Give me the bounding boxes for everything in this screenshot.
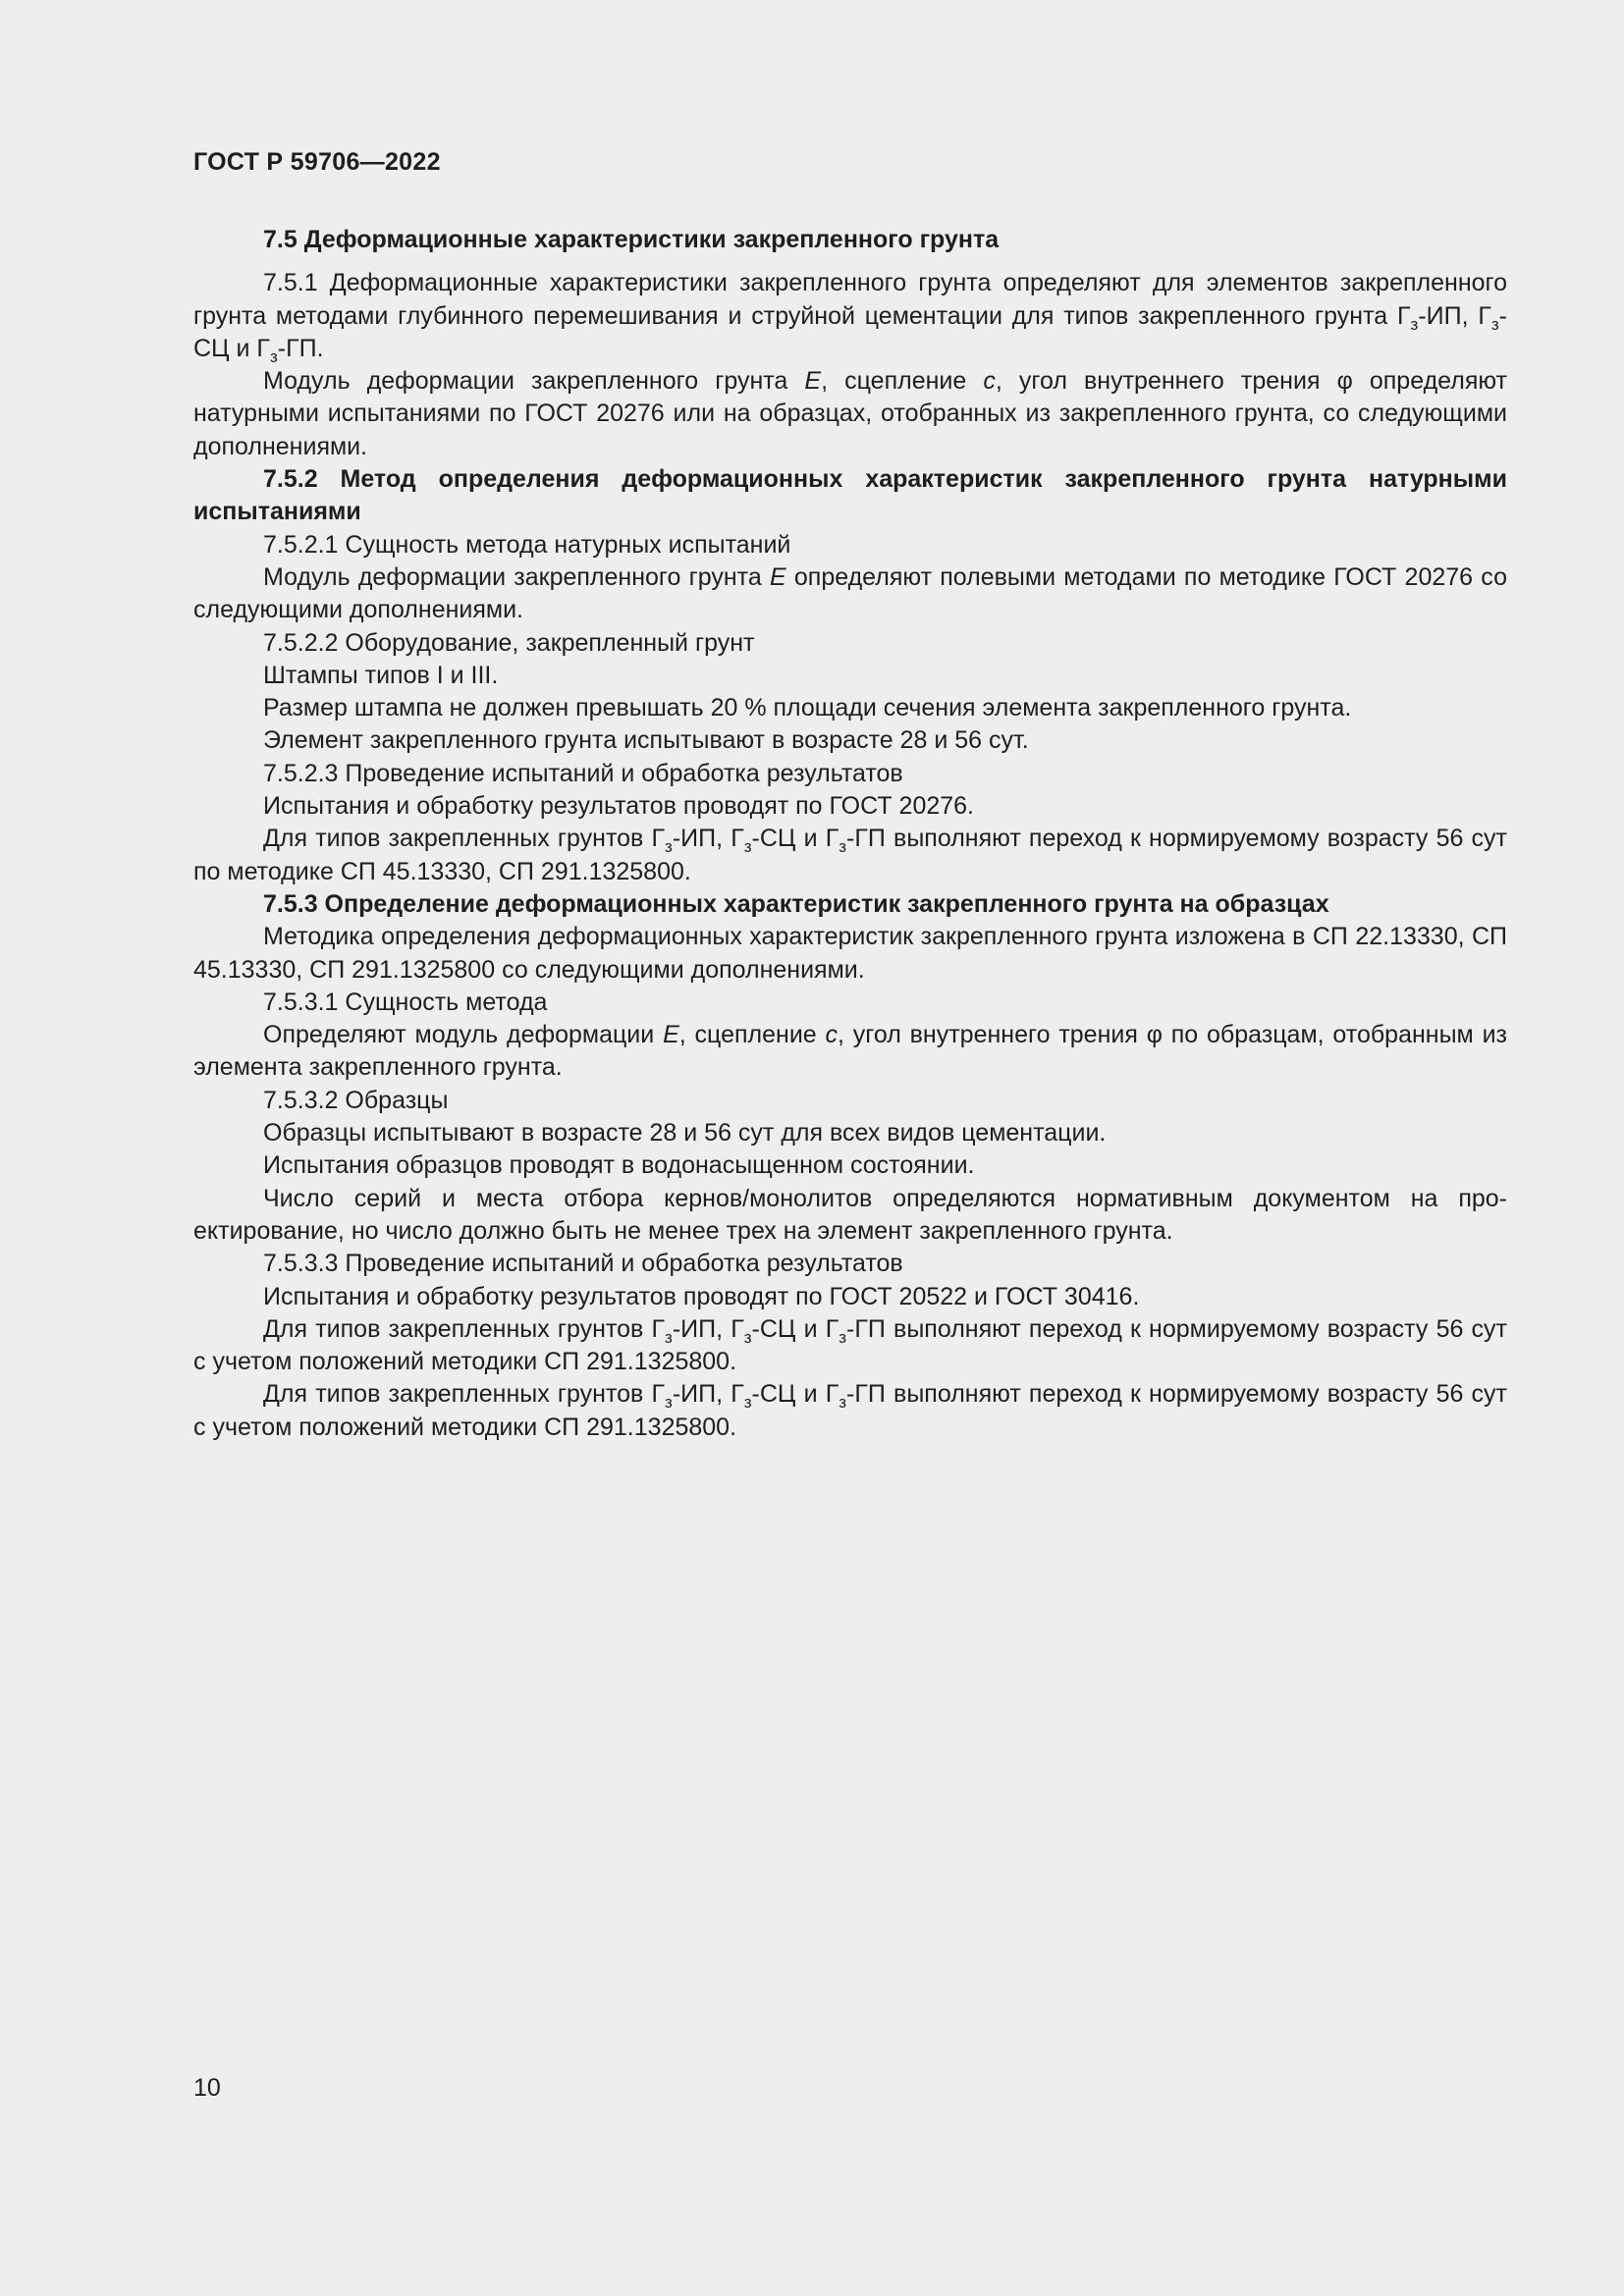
paragraph-test-age: Элемент закрепленного грунта испытывают в возрасте 28 и 56 сут. xyxy=(263,726,1029,755)
paragraph-core-sampling: Число серий и места отбора кернов/монолитов определяются нормативным документом на проектирование, но число должно быть не менее трех на элемент закрепленного грунта. xyxy=(193,1184,1507,1245)
paragraph-sample-age: Образцы испытывают в возрасте 28 и 56 сут для всех видов цементации. xyxy=(263,1119,1107,1148)
paragraph-7-5-3-intro: Методика определения деформационных характеристик закрепленного грунта изложена в СП 22.13330, СП 45.13330, СП 291.1325800 со следующими дополнениями. xyxy=(193,923,1507,984)
subsection-title-7-5-2-2: 7.5.2.2 Оборудование, закрепленный грунт xyxy=(263,628,755,657)
subsection-title-7-5-2-3: 7.5.2.3 Проведение испытаний и обработка результатов xyxy=(263,759,903,787)
paragraph-transition-56-days: Для типов закрепленных грунтов $Г_з-ИП$, $Г_з-СЦ$ и $Г_з-ГП$ выполняют переход к нормируемому возрасту 56 сут по методике СП 45.13330, СП 291.1325800. xyxy=(193,825,1507,885)
subsection-title-7-5-3-1: 7.5.3.1 Сущность метода xyxy=(263,988,548,1016)
section-heading-7-5-2: 7.5.2 Метод определения деформационных характеристик закрепленного грунта натурными испытаниями xyxy=(193,465,1507,526)
soil-type-g3-sc: $Г_з-СЦ$ xyxy=(731,1314,796,1347)
paragraph-transition-56-days: Для типов закрепленных грунтов $Г_з-ИП$, $Г_з-СЦ$ и $Г_з-ГП$ выполняют переход к нормируемому возрасту 56 сут с учетом положений методики СП 291.1325800. xyxy=(193,1314,1507,1376)
page-number: 10 xyxy=(193,2074,221,2102)
soil-type-g3-ip: $Г_з-ИП$ xyxy=(651,825,717,857)
paragraph-processing-standards: Испытания и обработку результатов проводят по ГОСТ 20522 и ГОСТ 30416. xyxy=(263,1282,1140,1310)
paragraph-processing-standard: Испытания и обработку результатов проводят по ГОСТ 20276. xyxy=(263,792,974,821)
paragraph-saturated-state: Испытания образцов проводят в водонасыщенном состоянии. xyxy=(263,1151,975,1180)
symbol-E: E xyxy=(663,1021,679,1049)
soil-type-g3-gp: $Г_з-ГП$ xyxy=(825,1380,886,1413)
soil-type-g3-gp: $Г_з-ГП$ xyxy=(825,1314,886,1347)
soil-type-g3-gp: $Г_з-ГП$ xyxy=(825,825,886,857)
symbol-E: E xyxy=(769,562,786,591)
soil-type-g3-sc: $Г_з-СЦ$ xyxy=(731,1380,796,1413)
symbol-c: c xyxy=(825,1021,839,1049)
soil-type-g3-ip: $Г_з-ИП$ xyxy=(651,1314,717,1347)
paragraph-modulus-definition: Модуль деформации закрепленного грунта E, сцепление c, угол внутреннего трения φ определяют натурными испытаниями по ГОСТ 20276 или на образцах, отобранных из закрепленного грунта, со следующими дополнениями. xyxy=(193,367,1508,460)
paragraph-7-5-3-1: Определяют модуль деформации E, сцепление c, угол внутреннего трения φ по образцам, отобранным из элемента закрепленного грунта. xyxy=(193,1021,1508,1082)
paragraph-transition-56-days-repeat: Для типов закрепленных грунтов $Г_з-ИП$, $Г_з-СЦ$ и $Г_з-ГП$ выполняют переход к нормируемому возрасту 56 сут с учетом положений методики СП 291.1325800. xyxy=(193,1380,1507,1441)
soil-type-g3-ip: $Г_з-ИП$ xyxy=(651,1380,717,1413)
paragraph-stamp-size: Размер штампа не должен превышать 20 % площади сечения элемента закрепленного грунта. xyxy=(263,694,1352,722)
symbol-c: c xyxy=(983,367,996,396)
paragraph-text: 7.5.1 Деформационные характеристики закрепленного грунта определяют для элементов закрепленного грунта методами глубинного перемешивания и струйной цементации для типов закрепленного грунта xyxy=(193,269,1507,330)
subsection-title-7-5-2-1: 7.5.2.1 Сущность метода натурных испытаний xyxy=(263,530,791,559)
soil-type-g3-sc: $Г_з-СЦ$ xyxy=(731,825,796,857)
soil-type-g3-gp: $Г_з-ГП$ xyxy=(256,334,317,366)
document-body xyxy=(193,224,1507,1444)
subsection-title-7-5-3-2: 7.5.3.2 Образцы xyxy=(263,1086,449,1114)
soil-type-g3-sc: $Г_з-СЦ$ xyxy=(193,301,1507,362)
soil-type-g3-ip: $Г_з-ИП$ xyxy=(1396,301,1462,334)
document-header: ГОСТ Р 59706—2022 xyxy=(193,148,441,176)
paragraph-stamp-types: Штампы типов I и III. xyxy=(263,661,499,689)
section-heading-7-5: 7.5 Деформационные характеристики закрепленного грунта xyxy=(263,226,1000,253)
subsection-title-7-5-3-3: 7.5.3.3 Проведение испытаний и обработка результатов xyxy=(263,1250,903,1278)
section-heading-7-5-3: 7.5.3 Определение деформационных характеристик закрепленного грунта на образцах xyxy=(263,889,1329,918)
symbol-E: E xyxy=(804,367,822,396)
paragraph-7-5-2-1: Модуль деформации закрепленного грунта E определяют полевыми методами по методике ГОСТ 20276 со следующими дополнениями. xyxy=(193,562,1507,624)
paragraph-7-5-1: 7.5.1 Деформационные характеристики закрепленного грунта определяют для элементов закрепленного грунта методами глубинного перемешивания и струйной цементации для типов закрепленного грунта $Г_з-ИП$, $Г_з-СЦ$ и $Г_з-ГП$. xyxy=(193,269,1507,366)
